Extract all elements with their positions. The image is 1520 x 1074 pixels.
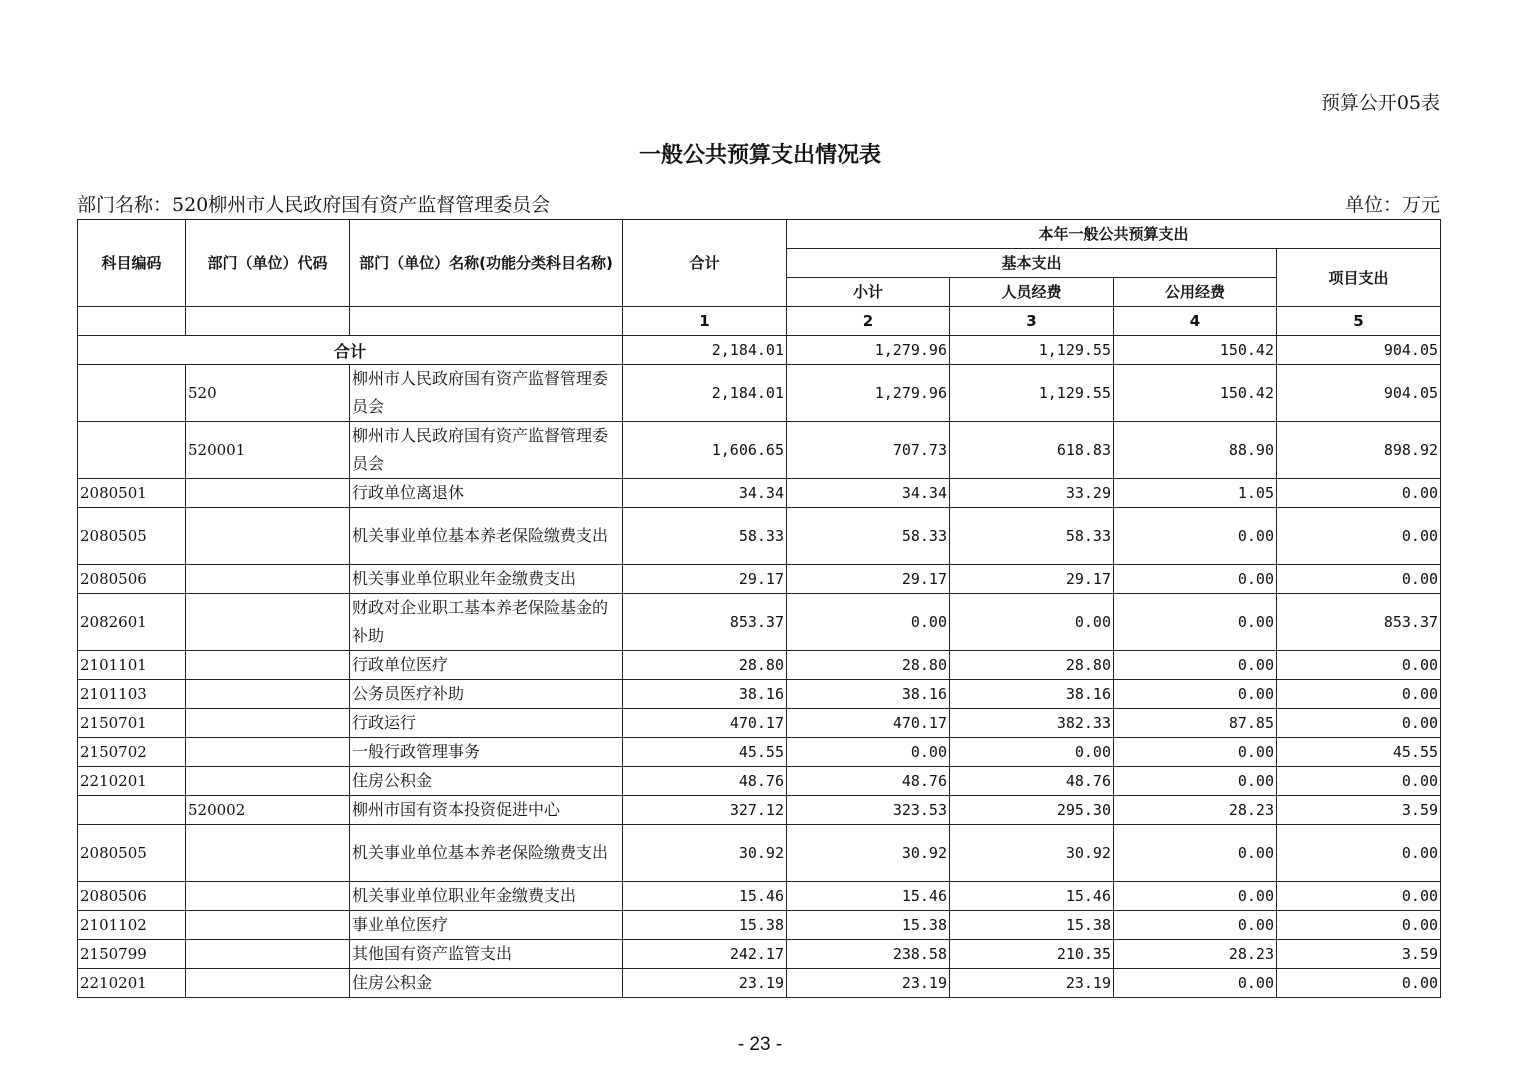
public-cell: 28.23 [1114, 940, 1277, 969]
total-cell: 45.55 [623, 738, 787, 767]
dept-code-cell [186, 680, 350, 709]
subtotal-cell: 323.53 [787, 796, 950, 825]
col-personnel: 人员经费 [950, 278, 1114, 307]
subject-code-cell: 2210201 [78, 969, 186, 998]
subtotal-cell: 34.34 [787, 479, 950, 508]
public-cell: 0.00 [1114, 651, 1277, 680]
dept-code-cell [186, 882, 350, 911]
table-row [78, 479, 1441, 508]
public-cell: 0.00 [1114, 825, 1277, 882]
personnel-cell: 618.83 [950, 422, 1114, 479]
dept-name-cell: 机关事业单位职业年金缴费支出 [350, 882, 623, 911]
subtotal-cell: 707.73 [787, 422, 950, 479]
subtotal-cell: 15.46 [787, 882, 950, 911]
dept-name-cell: 柳州市人民政府国有资产监督管理委员会 [350, 365, 623, 422]
subject-code-cell: 2080505 [78, 508, 186, 565]
public-cell: 0.00 [1114, 508, 1277, 565]
public-cell: 87.85 [1114, 709, 1277, 738]
dept-code-cell [186, 479, 350, 508]
dept-name-cell: 柳州市人民政府国有资产监督管理委员会 [350, 422, 623, 479]
col-index: 1 [623, 307, 787, 336]
public-cell: 0.00 [1114, 565, 1277, 594]
table-row [78, 565, 1441, 594]
subject-code-cell: 2101103 [78, 680, 186, 709]
dept-code-cell [186, 767, 350, 796]
dept-code-cell: 520002 [186, 796, 350, 825]
personnel-cell: 210.35 [950, 940, 1114, 969]
col-basic-expenditure: 基本支出 [787, 249, 1277, 278]
subtotal-cell: 48.76 [787, 767, 950, 796]
public-cell: 28.23 [1114, 796, 1277, 825]
total-cell: 58.33 [623, 508, 787, 565]
subtotal-cell: 28.80 [787, 651, 950, 680]
subject-code-cell: 2150702 [78, 738, 186, 767]
table-row [78, 594, 1441, 651]
project-cell: 904.05 [1277, 365, 1441, 422]
project-cell: 0.00 [1277, 565, 1441, 594]
subject-code-cell: 2082601 [78, 594, 186, 651]
personnel-cell: 58.33 [950, 508, 1114, 565]
page-title: 一般公共预算支出情况表 [638, 143, 881, 168]
table-row [78, 651, 1441, 680]
subtotal-cell: 238.58 [787, 940, 950, 969]
table-row [78, 680, 1441, 709]
personnel-cell: 28.80 [950, 651, 1114, 680]
col-subject-code: 科目编码 [78, 220, 186, 307]
dept-code-cell [186, 565, 350, 594]
total-cell: 242.17 [623, 940, 787, 969]
total-cell: 2,184.01 [623, 365, 787, 422]
unit-label: 单位：万元 [1344, 194, 1440, 216]
subtotal-cell: 470.17 [787, 709, 950, 738]
total-cell: 38.16 [623, 680, 787, 709]
total-cell: 15.38 [623, 911, 787, 940]
table-row [78, 796, 1441, 825]
col-public: 公用经费 [1114, 278, 1277, 307]
total-cell: 23.19 [623, 969, 787, 998]
table-row [78, 940, 1441, 969]
project-cell: 0.00 [1277, 767, 1441, 796]
total-cell: 327.12 [623, 796, 787, 825]
dept-code-cell [186, 911, 350, 940]
public-cell: 0.00 [1114, 594, 1277, 651]
public-cell: 0.00 [1114, 969, 1277, 998]
subtotal-cell: 29.17 [787, 565, 950, 594]
table-body [78, 336, 1441, 998]
col-subtotal: 小计 [787, 278, 950, 307]
subject-code-cell: 2080506 [78, 565, 186, 594]
total-label: 合计 [78, 336, 623, 365]
project-cell: 0.00 [1277, 882, 1441, 911]
subtotal-cell: 23.19 [787, 969, 950, 998]
col-spacer [350, 307, 623, 336]
personnel-cell: 15.46 [950, 882, 1114, 911]
project-cell: 898.92 [1277, 422, 1441, 479]
table-row [78, 825, 1441, 882]
table-row [78, 969, 1441, 998]
total-row [78, 336, 1441, 365]
table-row [78, 508, 1441, 565]
subtotal-cell: 38.16 [787, 680, 950, 709]
subject-code-cell [78, 796, 186, 825]
subtotal-cell: 15.38 [787, 911, 950, 940]
project-cell: 45.55 [1277, 738, 1441, 767]
dept-name-cell: 住房公积金 [350, 767, 623, 796]
dept-code-cell [186, 825, 350, 882]
public-cell: 150.42 [1114, 365, 1277, 422]
total-cell: 1,606.65 [623, 422, 787, 479]
meta-line [77, 190, 1440, 217]
subtotal-cell: 0.00 [787, 594, 950, 651]
subtotal-cell: 0.00 [787, 738, 950, 767]
subject-code-cell: 2101101 [78, 651, 186, 680]
table-row [78, 422, 1441, 479]
col-index: 3 [950, 307, 1114, 336]
table-row [78, 911, 1441, 940]
col-dept-code: 部门（单位）代码 [186, 220, 350, 307]
dept-name-cell: 住房公积金 [350, 969, 623, 998]
col-total: 合计 [623, 220, 787, 307]
subtotal-cell: 1,279.96 [787, 365, 950, 422]
personnel-cell: 1,129.55 [950, 336, 1114, 365]
dept-name-cell: 行政运行 [350, 709, 623, 738]
personnel-cell: 15.38 [950, 911, 1114, 940]
public-cell: 0.00 [1114, 680, 1277, 709]
col-index: 5 [1277, 307, 1441, 336]
dept-code-cell [186, 651, 350, 680]
project-cell: 853.37 [1277, 594, 1441, 651]
project-cell: 0.00 [1277, 911, 1441, 940]
personnel-cell: 382.33 [950, 709, 1114, 738]
dept-name-cell: 行政单位离退休 [350, 479, 623, 508]
subject-code-cell [78, 365, 186, 422]
dept-code-cell [186, 508, 350, 565]
subject-code-cell: 2080501 [78, 479, 186, 508]
table-row [78, 882, 1441, 911]
public-cell: 0.00 [1114, 882, 1277, 911]
dept-name-cell: 财政对企业职工基本养老保险基金的补助 [350, 594, 623, 651]
dept-name-cell: 机关事业单位基本养老保险缴费支出 [350, 508, 623, 565]
dept-code-cell [186, 969, 350, 998]
subject-code-cell: 2080505 [78, 825, 186, 882]
subject-code-cell: 2210201 [78, 767, 186, 796]
subject-code-cell: 2150799 [78, 940, 186, 969]
project-cell: 0.00 [1277, 508, 1441, 565]
department-label: 部门名称：520柳州市人民政府国有资产监督管理委员会 [77, 194, 551, 216]
dept-name-cell: 行政单位医疗 [350, 651, 623, 680]
project-cell: 0.00 [1277, 680, 1441, 709]
personnel-cell: 23.19 [950, 969, 1114, 998]
subtotal-cell: 1,279.96 [787, 336, 950, 365]
total-cell: 15.46 [623, 882, 787, 911]
total-cell: 29.17 [623, 565, 787, 594]
subtotal-cell: 58.33 [787, 508, 950, 565]
form-number: 预算公开05表 [1320, 92, 1440, 114]
personnel-cell: 295.30 [950, 796, 1114, 825]
personnel-cell: 33.29 [950, 479, 1114, 508]
dept-name-cell: 一般行政管理事务 [350, 738, 623, 767]
table-row [78, 738, 1441, 767]
subtotal-cell: 30.92 [787, 825, 950, 882]
public-cell: 0.00 [1114, 767, 1277, 796]
total-cell: 34.34 [623, 479, 787, 508]
public-cell: 0.00 [1114, 738, 1277, 767]
total-cell: 2,184.01 [623, 336, 787, 365]
table-header [78, 220, 1441, 336]
subject-code-cell: 2080506 [78, 882, 186, 911]
dept-name-cell: 公务员医疗补助 [350, 680, 623, 709]
total-cell: 470.17 [623, 709, 787, 738]
project-cell: 0.00 [1277, 479, 1441, 508]
public-cell: 1.05 [1114, 479, 1277, 508]
total-cell: 28.80 [623, 651, 787, 680]
budget-table [77, 219, 1441, 998]
dept-name-cell: 其他国有资产监管支出 [350, 940, 623, 969]
dept-code-cell: 520 [186, 365, 350, 422]
public-cell: 0.00 [1114, 911, 1277, 940]
col-index: 2 [787, 307, 950, 336]
dept-name-cell: 机关事业单位基本养老保险缴费支出 [350, 825, 623, 882]
col-group-general-budget: 本年一般公共预算支出 [787, 220, 1441, 249]
col-index: 4 [1114, 307, 1277, 336]
table-row [78, 365, 1441, 422]
project-cell: 3.59 [1277, 796, 1441, 825]
personnel-cell: 29.17 [950, 565, 1114, 594]
personnel-cell: 0.00 [950, 594, 1114, 651]
personnel-cell: 48.76 [950, 767, 1114, 796]
project-cell: 0.00 [1277, 709, 1441, 738]
dept-name-cell: 柳州市国有资本投资促进中心 [350, 796, 623, 825]
project-cell: 904.05 [1277, 336, 1441, 365]
project-cell: 3.59 [1277, 940, 1441, 969]
table-row [78, 767, 1441, 796]
subject-code-cell [78, 422, 186, 479]
dept-code-cell [186, 594, 350, 651]
subject-code-cell: 2101102 [78, 911, 186, 940]
personnel-cell: 1,129.55 [950, 365, 1114, 422]
personnel-cell: 38.16 [950, 680, 1114, 709]
dept-code-cell [186, 738, 350, 767]
project-cell: 0.00 [1277, 825, 1441, 882]
dept-code-cell: 520001 [186, 422, 350, 479]
dept-code-cell [186, 709, 350, 738]
dept-code-cell [186, 940, 350, 969]
personnel-cell: 30.92 [950, 825, 1114, 882]
project-cell: 0.00 [1277, 651, 1441, 680]
total-cell: 853.37 [623, 594, 787, 651]
subject-code-cell: 2150701 [78, 709, 186, 738]
personnel-cell: 0.00 [950, 738, 1114, 767]
public-cell: 150.42 [1114, 336, 1277, 365]
col-project-expenditure: 项目支出 [1277, 249, 1441, 307]
dept-name-cell: 事业单位医疗 [350, 911, 623, 940]
total-cell: 48.76 [623, 767, 787, 796]
col-spacer [78, 307, 186, 336]
project-cell: 0.00 [1277, 969, 1441, 998]
public-cell: 88.90 [1114, 422, 1277, 479]
col-dept-name: 部门（单位）名称(功能分类科目名称) [350, 220, 623, 307]
table-row [78, 709, 1441, 738]
page-number: - 23 - [737, 1034, 783, 1055]
total-cell: 30.92 [623, 825, 787, 882]
col-spacer [186, 307, 350, 336]
dept-name-cell: 机关事业单位职业年金缴费支出 [350, 565, 623, 594]
